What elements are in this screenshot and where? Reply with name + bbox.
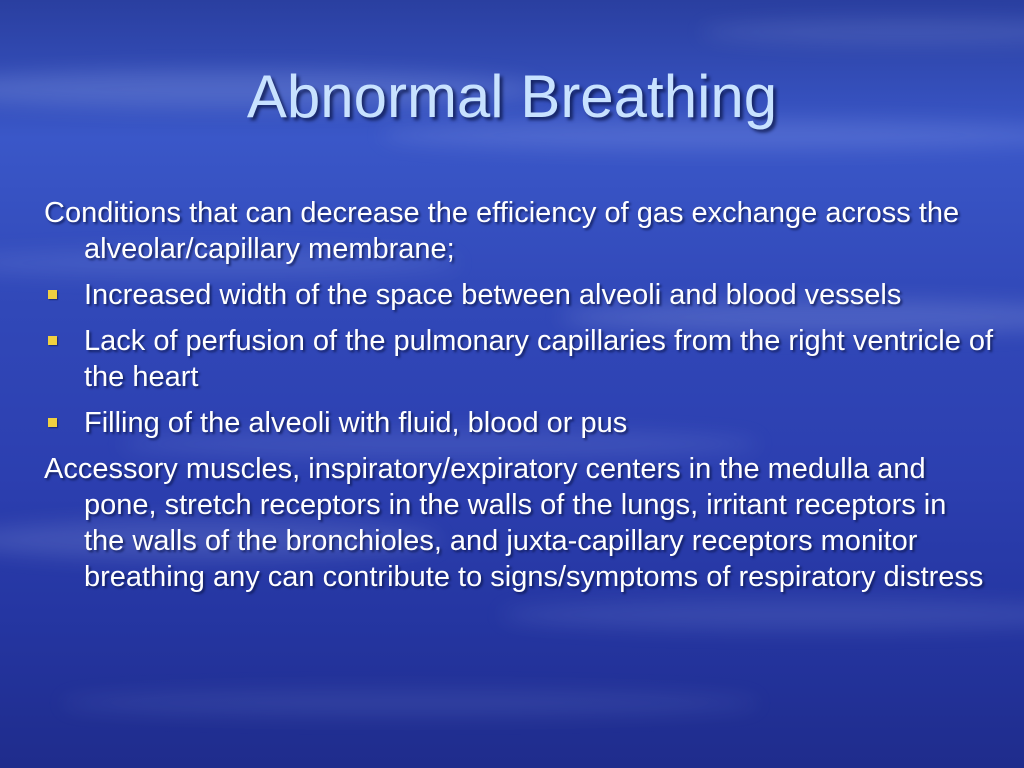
bullet-item: [44, 405, 994, 441]
square-bullet-icon: [48, 290, 57, 299]
bullet-text: Lack of perfusion of the pulmonary capillaries from the right ventricle of the heart: [84, 325, 994, 393]
intro-paragraph: Conditions that can decrease the efficiency of gas exchange across the alveolar/capillary membrane;: [44, 197, 960, 265]
square-bullet-icon: [48, 418, 57, 427]
bullet-text: Filling of the alveoli with fluid, blood or pus: [84, 407, 628, 439]
bullet-item: [44, 277, 994, 313]
square-bullet-icon: [48, 336, 57, 345]
closing-paragraph: Accessory muscles, inspiratory/expiratory centers in the medulla and pone, stretch receptors in the walls of the lungs, irritant receptors in the walls of the bronchioles, and juxta-capillary receptors monitor breathing any can contribute to signs/symptoms of respiratory distress: [44, 453, 984, 593]
bullet-text: Increased width of the space between alveoli and blood vessels: [84, 279, 902, 311]
cloud-streak: [60, 690, 760, 716]
slide-title: Abnormal Breathing: [246, 63, 778, 130]
slide-body: [44, 195, 994, 605]
bullet-item: [44, 323, 994, 395]
cloud-streak: [700, 20, 1024, 44]
